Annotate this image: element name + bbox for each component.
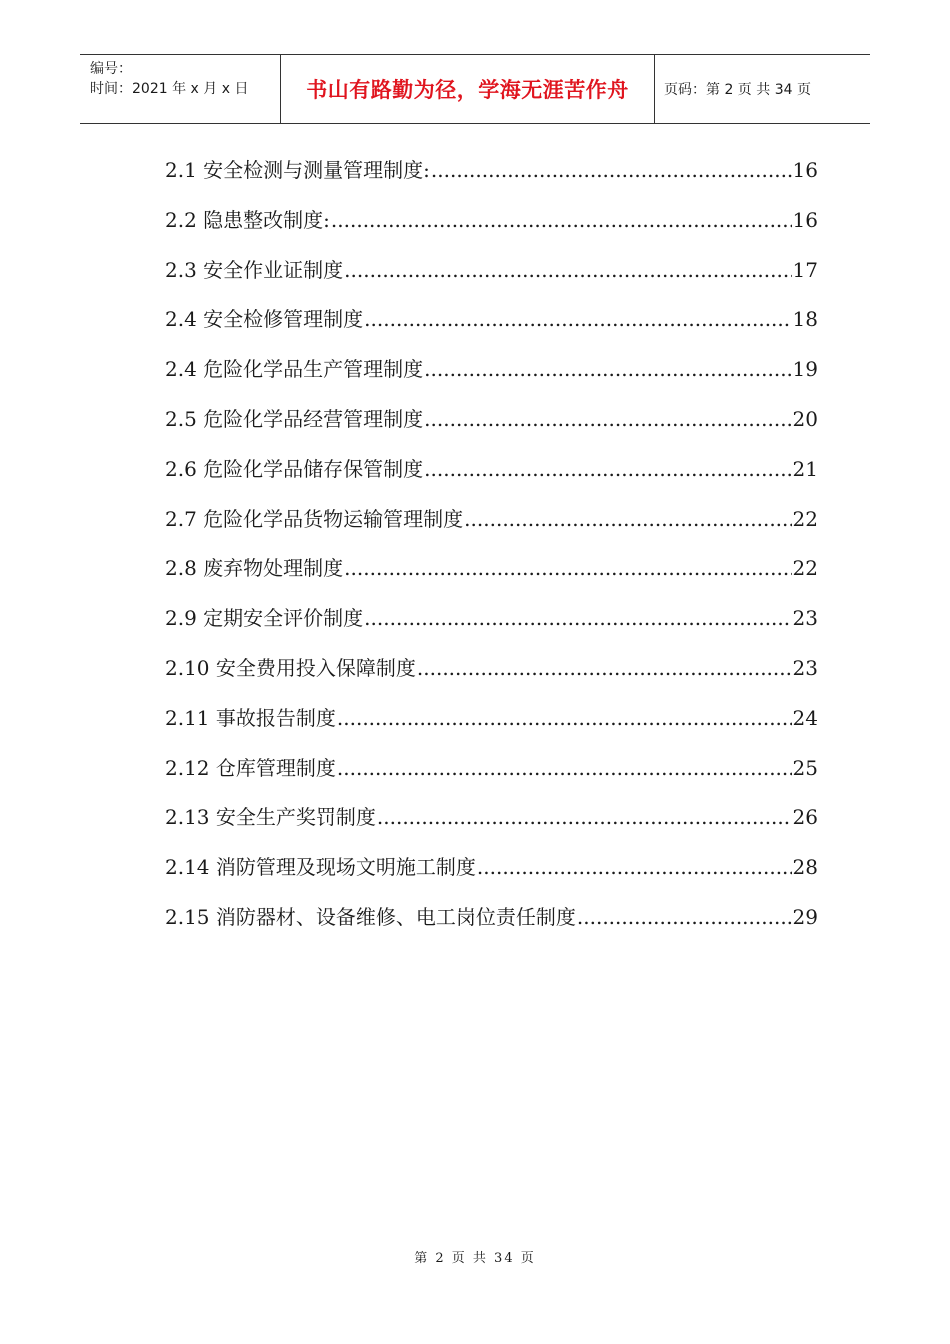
toc-leader-dots <box>337 706 792 730</box>
toc-entry-page: 29 <box>792 904 818 929</box>
toc-leader-dots <box>577 905 792 929</box>
toc-entry-title: 2.15 消防器材、设备维修、电工岗位责任制度 <box>165 904 576 929</box>
toc-leader-dots <box>464 507 791 531</box>
toc-entry-title: 2.4 危险化学品生产管理制度 <box>165 357 424 382</box>
toc-entry[interactable] <box>165 453 818 503</box>
toc-entry-page: 22 <box>792 556 818 581</box>
toc-entry-title: 2.11 事故报告制度 <box>165 705 336 730</box>
toc-leader-dots <box>424 357 791 381</box>
toc-entry-page: 21 <box>792 456 818 481</box>
toc-leader-dots <box>377 805 792 829</box>
serial-label: 编号： <box>90 61 132 77</box>
toc-entry-title: 2.12 仓库管理制度 <box>165 755 336 780</box>
toc-entry-page: 19 <box>792 357 818 382</box>
toc-entry[interactable] <box>165 154 818 204</box>
toc-entry[interactable] <box>165 353 818 403</box>
page-footer: 第 2 页 共 34 页 <box>414 1251 536 1266</box>
toc-leader-dots <box>477 855 792 879</box>
toc-entry-page: 26 <box>792 805 818 830</box>
toc-entry[interactable] <box>165 702 818 752</box>
toc-leader-dots <box>431 158 792 182</box>
toc-entry[interactable] <box>165 303 818 353</box>
toc-entry-page: 17 <box>792 257 818 282</box>
toc-entry-title: 2.3 安全作业证制度 <box>165 257 344 282</box>
toc-entry-page: 23 <box>792 606 818 631</box>
page-header <box>80 54 870 124</box>
toc-entry-page: 28 <box>792 855 818 880</box>
toc-entry[interactable] <box>165 901 818 951</box>
toc-entry[interactable] <box>165 801 818 851</box>
header-motto: 书山有路勤为径，学海无涯苦作舟 <box>281 55 655 123</box>
toc-entry-page: 24 <box>792 705 818 730</box>
toc-leader-dots <box>364 307 791 331</box>
toc-leader-dots <box>331 208 792 232</box>
toc-entry-title: 2.9 定期安全评价制度 <box>165 606 364 631</box>
toc-entry-title: 2.1 安全检测与测量管理制度: <box>165 158 430 182</box>
toc-leader-dots <box>364 606 791 630</box>
toc-entry[interactable] <box>165 403 818 453</box>
toc-entry-page: 25 <box>792 755 818 780</box>
toc-leader-dots <box>424 457 791 481</box>
toc-leader-dots <box>417 656 792 680</box>
toc-entry[interactable] <box>165 503 818 553</box>
toc-entry-page: 16 <box>792 207 818 232</box>
toc-entry-title: 2.7 危险化学品货物运输管理制度 <box>165 506 464 531</box>
header-page-info: 页码：第 2 页 共 34 页 <box>664 82 811 98</box>
toc-leader-dots <box>424 407 791 431</box>
toc-entry[interactable] <box>165 652 818 702</box>
toc-entry-title: 2.5 危险化学品经营管理制度 <box>165 406 424 431</box>
toc-leader-dots <box>344 556 791 580</box>
toc-entry-title: 2.2 隐患整改制度: <box>165 207 330 232</box>
toc-entry[interactable] <box>165 851 818 901</box>
toc-entry[interactable] <box>165 552 818 602</box>
toc-entry-page: 18 <box>792 307 818 332</box>
toc-entry[interactable] <box>165 602 818 652</box>
toc-entry-title: 2.14 消防管理及现场文明施工制度 <box>165 855 476 880</box>
time-label: 时间：2021 年 x 月 x 日 <box>90 81 249 97</box>
toc-entry-title: 2.13 安全生产奖罚制度 <box>165 805 376 830</box>
toc-entry[interactable] <box>165 254 818 304</box>
toc-entry-title: 2.8 废弃物处理制度 <box>165 556 344 581</box>
table-of-contents <box>165 154 818 951</box>
toc-leader-dots <box>337 756 792 780</box>
toc-entry-title: 2.10 安全费用投入保障制度 <box>165 655 416 680</box>
toc-entry-page: 22 <box>792 506 818 531</box>
toc-entry-page: 16 <box>792 158 818 182</box>
header-meta <box>80 55 281 123</box>
toc-entry-page: 23 <box>792 655 818 680</box>
toc-entry[interactable] <box>165 752 818 802</box>
toc-entry-page: 20 <box>792 406 818 431</box>
toc-entry[interactable] <box>165 204 818 254</box>
toc-entry-title: 2.4 安全检修管理制度 <box>165 307 364 332</box>
toc-entry-title: 2.6 危险化学品储存保管制度 <box>165 456 424 481</box>
toc-leader-dots <box>344 258 791 282</box>
